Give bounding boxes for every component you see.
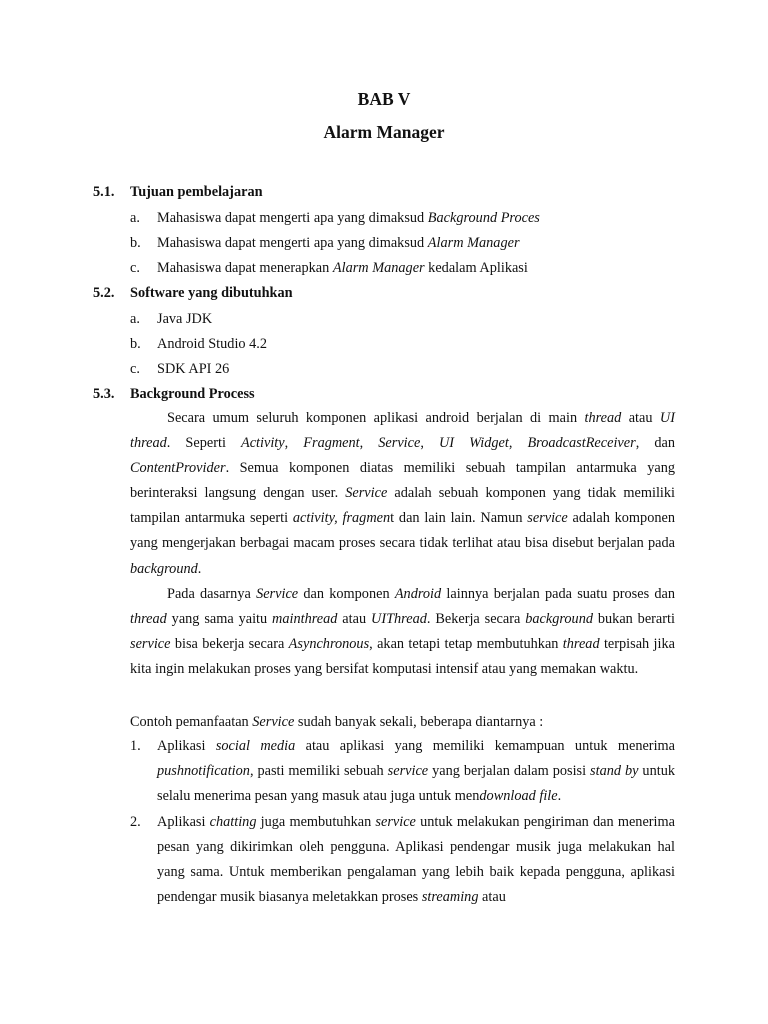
- list-label: b.: [130, 235, 141, 251]
- paragraph: Secara umum seluruh komponen aplikasi android berjalan di main thread atau UI thread. Seperti Activity, Fragment, Service, UI Widget, BroadcastReceiver, dan ContentProvider. Semua komponen diatas memiliki sebuah tampilan antarmuka yang berinteraksi langsung dengan user. Service adalah sebuah komponen yang tidak memiliki tampilan antarmuka seperti activity, fragment dan lain lain. Namun service adalah komponen yang mengerjakan berbagai macam proses secara tidak terlihat atau bisa disebut berjalan pada background.: [130, 410, 676, 577]
- list-label: a.: [130, 311, 140, 327]
- chapter-title: Alarm Manager: [323, 122, 445, 142]
- list-item: Android Studio 4.2: [157, 336, 268, 352]
- list-item: Mahasiswa dapat menerapkan Alarm Manager kedalam Aplikasi: [157, 260, 528, 276]
- section-number: 5.1.: [93, 184, 115, 200]
- section-heading: Software yang dibutuhkan: [130, 285, 293, 301]
- list-number: 1.: [130, 738, 141, 754]
- list-label: b.: [130, 336, 141, 352]
- section-heading: Background Process: [130, 386, 255, 402]
- list-item: Mahasiswa dapat mengerti apa yang dimaksud Alarm Manager: [157, 235, 520, 251]
- list-item: Aplikasi social media atau aplikasi yang memiliki kemampuan untuk menerima pushnotification, pasti memiliki sebuah service yang berjalan dalam posisi stand by untuk selalu menerima pesan yang masuk atau juga untuk mendownload file.: [157, 738, 676, 805]
- list-item: SDK API 26: [157, 361, 230, 377]
- paragraph: Contoh pemanfaatan Service sudah banyak sekali, beberapa diantarnya :: [130, 714, 544, 730]
- list-item: Java JDK: [157, 311, 213, 327]
- section-heading: Tujuan pembelajaran: [130, 184, 263, 200]
- list-label: c.: [130, 361, 140, 377]
- list-label: c.: [130, 260, 140, 276]
- list-item: Mahasiswa dapat mengerti apa yang dimaksud Background Proces: [157, 210, 540, 226]
- chapter-number: BAB V: [357, 89, 411, 109]
- paragraph: Pada dasarnya Service dan komponen Android lainnya berjalan pada suatu proses dan thread yang sama yaitu mainthread atau UIThread. Bekerja secara background bukan berarti service bisa bekerja secara Asynchronous, akan tetapi tetap membutuhkan thread terpisah jika kita ingin melakukan proses yang bersifat komputasi intensif atau yang memakan waktu.: [130, 586, 675, 678]
- list-item: Aplikasi chatting juga membutuhkan service untuk melakukan pengiriman dan menerima pesan yang dikirimkan oleh pengguna. Aplikasi pendengar musik juga melakukan hal yang sama. Untuk memberikan pengalaman yang lebih baik kepada pengguna, aplikasi pendengar musik biasanya meletakkan proses streaming atau: [157, 814, 675, 906]
- section-number: 5.2.: [93, 285, 115, 301]
- section-number: 5.3.: [93, 386, 115, 402]
- list-label: a.: [130, 210, 140, 226]
- list-number: 2.: [130, 814, 141, 830]
